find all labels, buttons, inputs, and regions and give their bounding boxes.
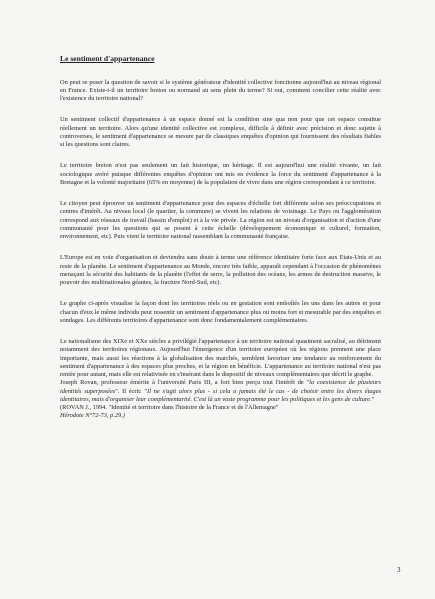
quote-citation: Il ne s'agit alors plus - si cela a jamais été le cas - de choisir entre les divers étages identitaires, mais d'organiser leur complémentarité. C'est là un vaste programme pour les politiques et les gens de culture.: [60, 387, 382, 403]
quote-reference: [60, 404, 381, 421]
rovan-quote: [60, 379, 381, 404]
reference-text: (ROVAN J., 1994. "Identité et territoire dans l'histoire de la France et de l'Allemagne": [60, 404, 279, 412]
quote-mid: ". Il écrit: ": [115, 387, 148, 395]
section-heading: Le sentiment d'appartenance: [60, 54, 155, 63]
paragraph-5: L'Europe est en voie d'organisation et deviendra sans doute à terme une référence identitaire forte face aux Etats-Unis et au reste de la planète. Le sentiment d'appartenance au Monde, encore très faible, apparaît cependant à l'occasion de phénomènes menaçant la sécurité des habitants de la planète (l'effet de serre, la pollution des océans, les armes de destruction massive, le pouvoir des multinationales géantes, la fracture Nord-Sud, etc).: [60, 254, 381, 287]
page-number: 3: [397, 566, 401, 574]
paragraph-7: Le nationalisme des XIXe et XXe siècles a privilégié l'appartenance à un territoire national quasiment sacralisé, au détriment notamment des territoires régionaux. Aujourd'hui l'émergence d'un territoire européen où les régions prennent une place importante, mais aussi les réactions à la globalisation des marchés, semblent favoriser une tendance au renforcement du sentiment d'appartenance à des espaces plus proches, et la région en bénéficie. L'appartenance au territoire national n'est pas reniée pour autant, mais elle est relativisée en s'insérant dans le dispositif de niveaux complémentaires que décrit le graphe.: [60, 338, 381, 379]
paragraph-4: Le citoyen peut éprouver un sentiment d'appartenance pour des espaces d'échelle fort différente selon ses préoccupations et centres d'intérêt. Au niveau local (le quartier, la commune) se vivent les relations de voisinage. Le Pays ou l'agglomération correspond aux réseaux de travail (bassin d'emploi) et à la vie privée. La région est un niveau d'organisation et d'action d'une communauté pour les questions qui se posent à cette échelle (développement économique et culturel, formation, environnement, etc). Puis vient le territoire national rassemblant la communauté française.: [60, 200, 381, 241]
paragraph-1: On peut se poser la question de savoir si le système générateur d'identité collective fonctionne aujourd'hui au niveau régional en France. Existe-t-il un territoire breton ou normand au sens plein du terme? Si oui, comment concilier cette réalité avec l'existence du territoire national?: [60, 78, 381, 103]
quote-concept: la coexistence de plusieurs identités superposées: [60, 379, 381, 395]
quote-intro: Joseph Rovan, professeur émérite à l'université Paris III, a fort bien perçu tout l'intérêt de ": [60, 379, 310, 387]
paragraph-2: Un sentiment collectif d'appartenance à un espace donné est la condition sine qua non pour que cet espace constitue réellement un territoire. Alors qu'une identité collective est complexe, difficile à définir avec précision et donc sujette à controverses, le sentiment d'appartenance se mesure par de classiques enquêtes d'opinion qui fournissent des résultats fiables si les questions sont claires.: [60, 116, 381, 149]
paragraph-3: Le territoire breton n'est pas seulement un fait historique, un héritage. Il est aujourd'hui une réalité vivante, un fait sociologique avéré puisque différentes enquêtes d'opinion ont mis en évidence la force du sentiment d'appartenance à la Bretagne et la volonté majoritaire (65% en moyenne) de la population de vivre dans une région correspondant à ce territoire.: [60, 162, 381, 186]
reference-journal: Hérodote N°72-73, p.29.): [60, 412, 125, 420]
paragraph-6: Le graphe ci-après visualise la façon dont les territoires réels ou en gestation sont emboîtés les uns dans les autres et pour chacun d'eux le même individu peut ressentir un sentiment d'appartenance plus ou moins fort et mesurable par des enquêtes et sondages. Les différents territoires d'appartenance sont donc fondamentalement complémentaires.: [60, 300, 381, 324]
quote-outro: ": [371, 395, 375, 403]
